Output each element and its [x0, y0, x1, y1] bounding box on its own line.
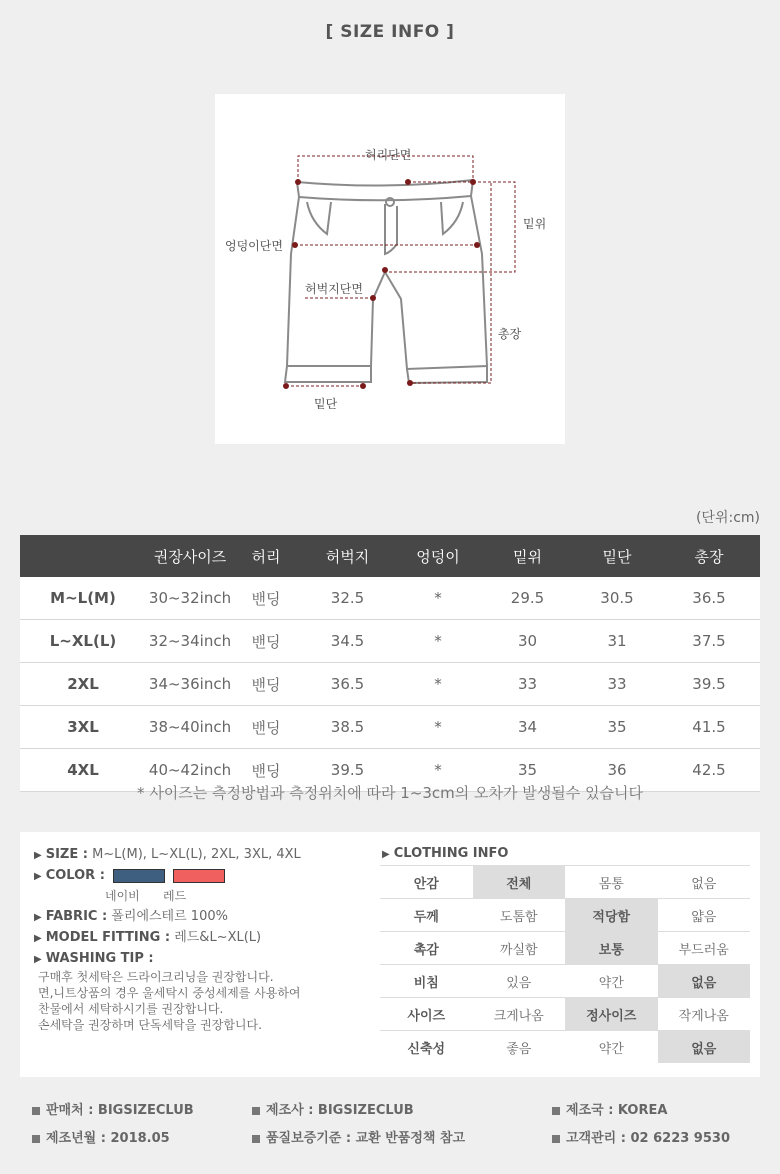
clothing-option: 크게나옴 — [473, 998, 566, 1031]
clothing-attr-label: 두께 — [380, 899, 473, 932]
triangle-icon: ▶ — [34, 871, 42, 882]
table-cell: 33 — [576, 663, 658, 706]
table-cell: 32~34inch — [146, 620, 234, 663]
clothing-info-row — [380, 1031, 750, 1064]
clothing-info-table — [380, 865, 750, 1063]
table-cell: 37.5 — [658, 620, 760, 663]
table-cell: 32.5 — [298, 577, 397, 620]
table-cell: 35 — [479, 749, 576, 792]
clothing-option: 작게나옴 — [658, 998, 751, 1031]
size-label: SIZE : — [45, 847, 88, 862]
fabric-label: FABRIC : — [45, 909, 108, 924]
size-value: M~L(M), L~XL(L), 2XL, 3XL, 4XL — [92, 847, 301, 862]
footer-seller-text: 판매처 : BIGSIZECLUB — [46, 1103, 194, 1118]
clothing-option: 부드러움 — [658, 932, 751, 965]
triangle-icon: ▶ — [34, 912, 42, 923]
clothing-option: 까실함 — [473, 932, 566, 965]
header-cell: 권장사이즈 — [146, 535, 234, 577]
length-label: 총장 — [498, 327, 522, 341]
color-swatch-navy — [113, 869, 165, 883]
color-label: COLOR : — [45, 868, 105, 883]
table-cell: 30 — [479, 620, 576, 663]
clothing-attr-label: 사이즈 — [380, 998, 473, 1031]
hem-label: 밑단 — [314, 397, 338, 411]
table-cell: 36.5 — [298, 663, 397, 706]
model-row — [34, 927, 374, 948]
size-note: * 사이즈는 측정방법과 측정위치에 따라 1~3cm의 오차가 발생될수 있습니다 — [137, 784, 643, 802]
table-cell: * — [397, 620, 479, 663]
clothing-option: 좋음 — [473, 1031, 566, 1064]
model-label: MODEL FITTING : — [45, 930, 171, 945]
clothing-info — [380, 844, 750, 1063]
clothing-attr-label: 신축성 — [380, 1031, 473, 1064]
page-title: [ SIZE INFO ] — [325, 22, 455, 42]
table-cell: 38~40inch — [146, 706, 234, 749]
fabric-value: 폴리에스테르 100% — [111, 909, 228, 924]
clothing-option-selected: 적당함 — [565, 899, 658, 932]
washing-line: 찬물에서 세탁하시기를 권장합니다. — [38, 1002, 224, 1016]
model-value: 레드&L~XL(L) — [174, 930, 262, 945]
size-cell: 4XL — [20, 749, 146, 792]
square-bullet-icon — [252, 1107, 260, 1115]
square-bullet-icon — [552, 1135, 560, 1143]
header-cell — [20, 535, 146, 577]
clothing-option: 없음 — [658, 866, 751, 899]
clothing-option: 약간 — [565, 965, 658, 998]
color-name-navy: 네이비 — [105, 889, 140, 903]
hip-label: 엉덩이단면 — [225, 239, 283, 253]
table-row — [20, 663, 760, 706]
clothing-option-selected: 없음 — [658, 965, 751, 998]
waist-label: 허리단면 — [365, 148, 412, 162]
footer-warranty — [252, 1127, 465, 1146]
clothing-info-row — [380, 866, 750, 899]
triangle-icon: ▶ — [34, 954, 42, 965]
footer-warranty-text: 품질보증기준 : 교환 반품정책 참고 — [266, 1131, 466, 1146]
footer-maker — [252, 1099, 414, 1118]
table-cell: 42.5 — [658, 749, 760, 792]
washing-label: WASHING TIP : — [45, 951, 154, 966]
clothing-info-row — [380, 932, 750, 965]
triangle-icon: ▶ — [34, 933, 42, 944]
table-cell: * — [397, 663, 479, 706]
washing-row — [34, 948, 374, 969]
table-cell: * — [397, 706, 479, 749]
footer-date-text: 제조년월 : 2018.05 — [46, 1131, 170, 1146]
footer-maker-text: 제조사 : BIGSIZECLUB — [266, 1103, 414, 1118]
table-cell: 밴딩 — [234, 663, 298, 706]
triangle-icon: ▶ — [34, 850, 42, 861]
product-details — [34, 844, 374, 1033]
triangle-icon: ▶ — [382, 849, 390, 860]
clothing-option-selected: 없음 — [658, 1031, 751, 1064]
table-cell: 밴딩 — [234, 706, 298, 749]
clothing-info-row — [380, 899, 750, 932]
clothing-option: 얇음 — [658, 899, 751, 932]
table-row — [20, 577, 760, 620]
footer-cs-text: 고객관리 : 02 6223 9530 — [566, 1131, 730, 1146]
table-cell: 39.5 — [658, 663, 760, 706]
table-cell: 33 — [479, 663, 576, 706]
washing-line: 면,니트상품의 경우 울세탁시 중성세제를 사용하여 — [38, 986, 301, 1000]
footer-country-text: 제조국 : KOREA — [566, 1103, 668, 1118]
table-cell: 35 — [576, 706, 658, 749]
clothing-info-row — [380, 998, 750, 1031]
table-cell: 34~36inch — [146, 663, 234, 706]
footer-date — [32, 1127, 170, 1146]
header-cell: 밑위 — [479, 535, 576, 577]
washing-line: 구매후 첫세탁은 드라이크리닝을 권장합니다. — [38, 970, 274, 984]
footer-country — [552, 1099, 667, 1118]
color-row — [34, 865, 374, 886]
size-cell: 2XL — [20, 663, 146, 706]
table-cell: 34 — [479, 706, 576, 749]
table-cell: 29.5 — [479, 577, 576, 620]
table-row — [20, 706, 760, 749]
table-cell: 밴딩 — [234, 620, 298, 663]
table-cell: 40~42inch — [146, 749, 234, 792]
table-cell: 41.5 — [658, 706, 760, 749]
size-cell: L~XL(L) — [20, 620, 146, 663]
header-cell: 밑단 — [576, 535, 658, 577]
clothing-info-title — [382, 844, 750, 864]
clothing-option: 몸통 — [565, 866, 658, 899]
table-cell: 39.5 — [298, 749, 397, 792]
color-name-red: 레드 — [163, 889, 187, 903]
washing-line: 손세탁을 권장하며 단독세탁을 권장합니다. — [38, 1018, 262, 1032]
footer-seller — [32, 1099, 194, 1118]
color-names — [34, 886, 374, 906]
color-swatch-red — [173, 869, 225, 883]
table-cell: 36.5 — [658, 577, 760, 620]
table-cell: 30~32inch — [146, 577, 234, 620]
square-bullet-icon — [32, 1135, 40, 1143]
size-table-header — [20, 535, 760, 577]
clothing-option-selected: 정사이즈 — [565, 998, 658, 1031]
size-cell: 3XL — [20, 706, 146, 749]
table-cell: 31 — [576, 620, 658, 663]
clothing-option: 있음 — [473, 965, 566, 998]
rise-label: 밑위 — [523, 217, 547, 231]
table-cell: 36 — [576, 749, 658, 792]
table-cell: * — [397, 749, 479, 792]
table-cell: 밴딩 — [234, 749, 298, 792]
clothing-attr-label: 촉감 — [380, 932, 473, 965]
square-bullet-icon — [552, 1107, 560, 1115]
clothing-option: 도톰함 — [473, 899, 566, 932]
header-cell: 총장 — [658, 535, 760, 577]
clothing-option-selected: 보통 — [565, 932, 658, 965]
clothing-info-title-text: CLOTHING INFO — [393, 846, 509, 861]
header-cell: 허벅지 — [298, 535, 397, 577]
footer-cs — [552, 1127, 730, 1146]
size-row — [34, 844, 374, 865]
clothing-option-selected: 전체 — [473, 866, 566, 899]
table-cell: 30.5 — [576, 577, 658, 620]
table-row — [20, 620, 760, 663]
unit-label: (단위:cm) — [695, 510, 760, 526]
fabric-row — [34, 906, 374, 927]
product-info-panel — [20, 832, 760, 1077]
pants-size-diagram — [215, 94, 565, 444]
header-cell: 엉덩이 — [397, 535, 479, 577]
size-cell: M~L(M) — [20, 577, 146, 620]
clothing-attr-label: 비침 — [380, 965, 473, 998]
clothing-info-row — [380, 965, 750, 998]
clothing-attr-label: 안감 — [380, 866, 473, 899]
square-bullet-icon — [32, 1107, 40, 1115]
header-cell: 허리 — [234, 535, 298, 577]
thigh-label: 허벅지단면 — [305, 282, 363, 296]
clothing-option: 약간 — [565, 1031, 658, 1064]
table-cell: 34.5 — [298, 620, 397, 663]
table-cell: * — [397, 577, 479, 620]
square-bullet-icon — [252, 1135, 260, 1143]
table-cell: 밴딩 — [234, 577, 298, 620]
size-table — [20, 535, 760, 792]
table-cell: 38.5 — [298, 706, 397, 749]
